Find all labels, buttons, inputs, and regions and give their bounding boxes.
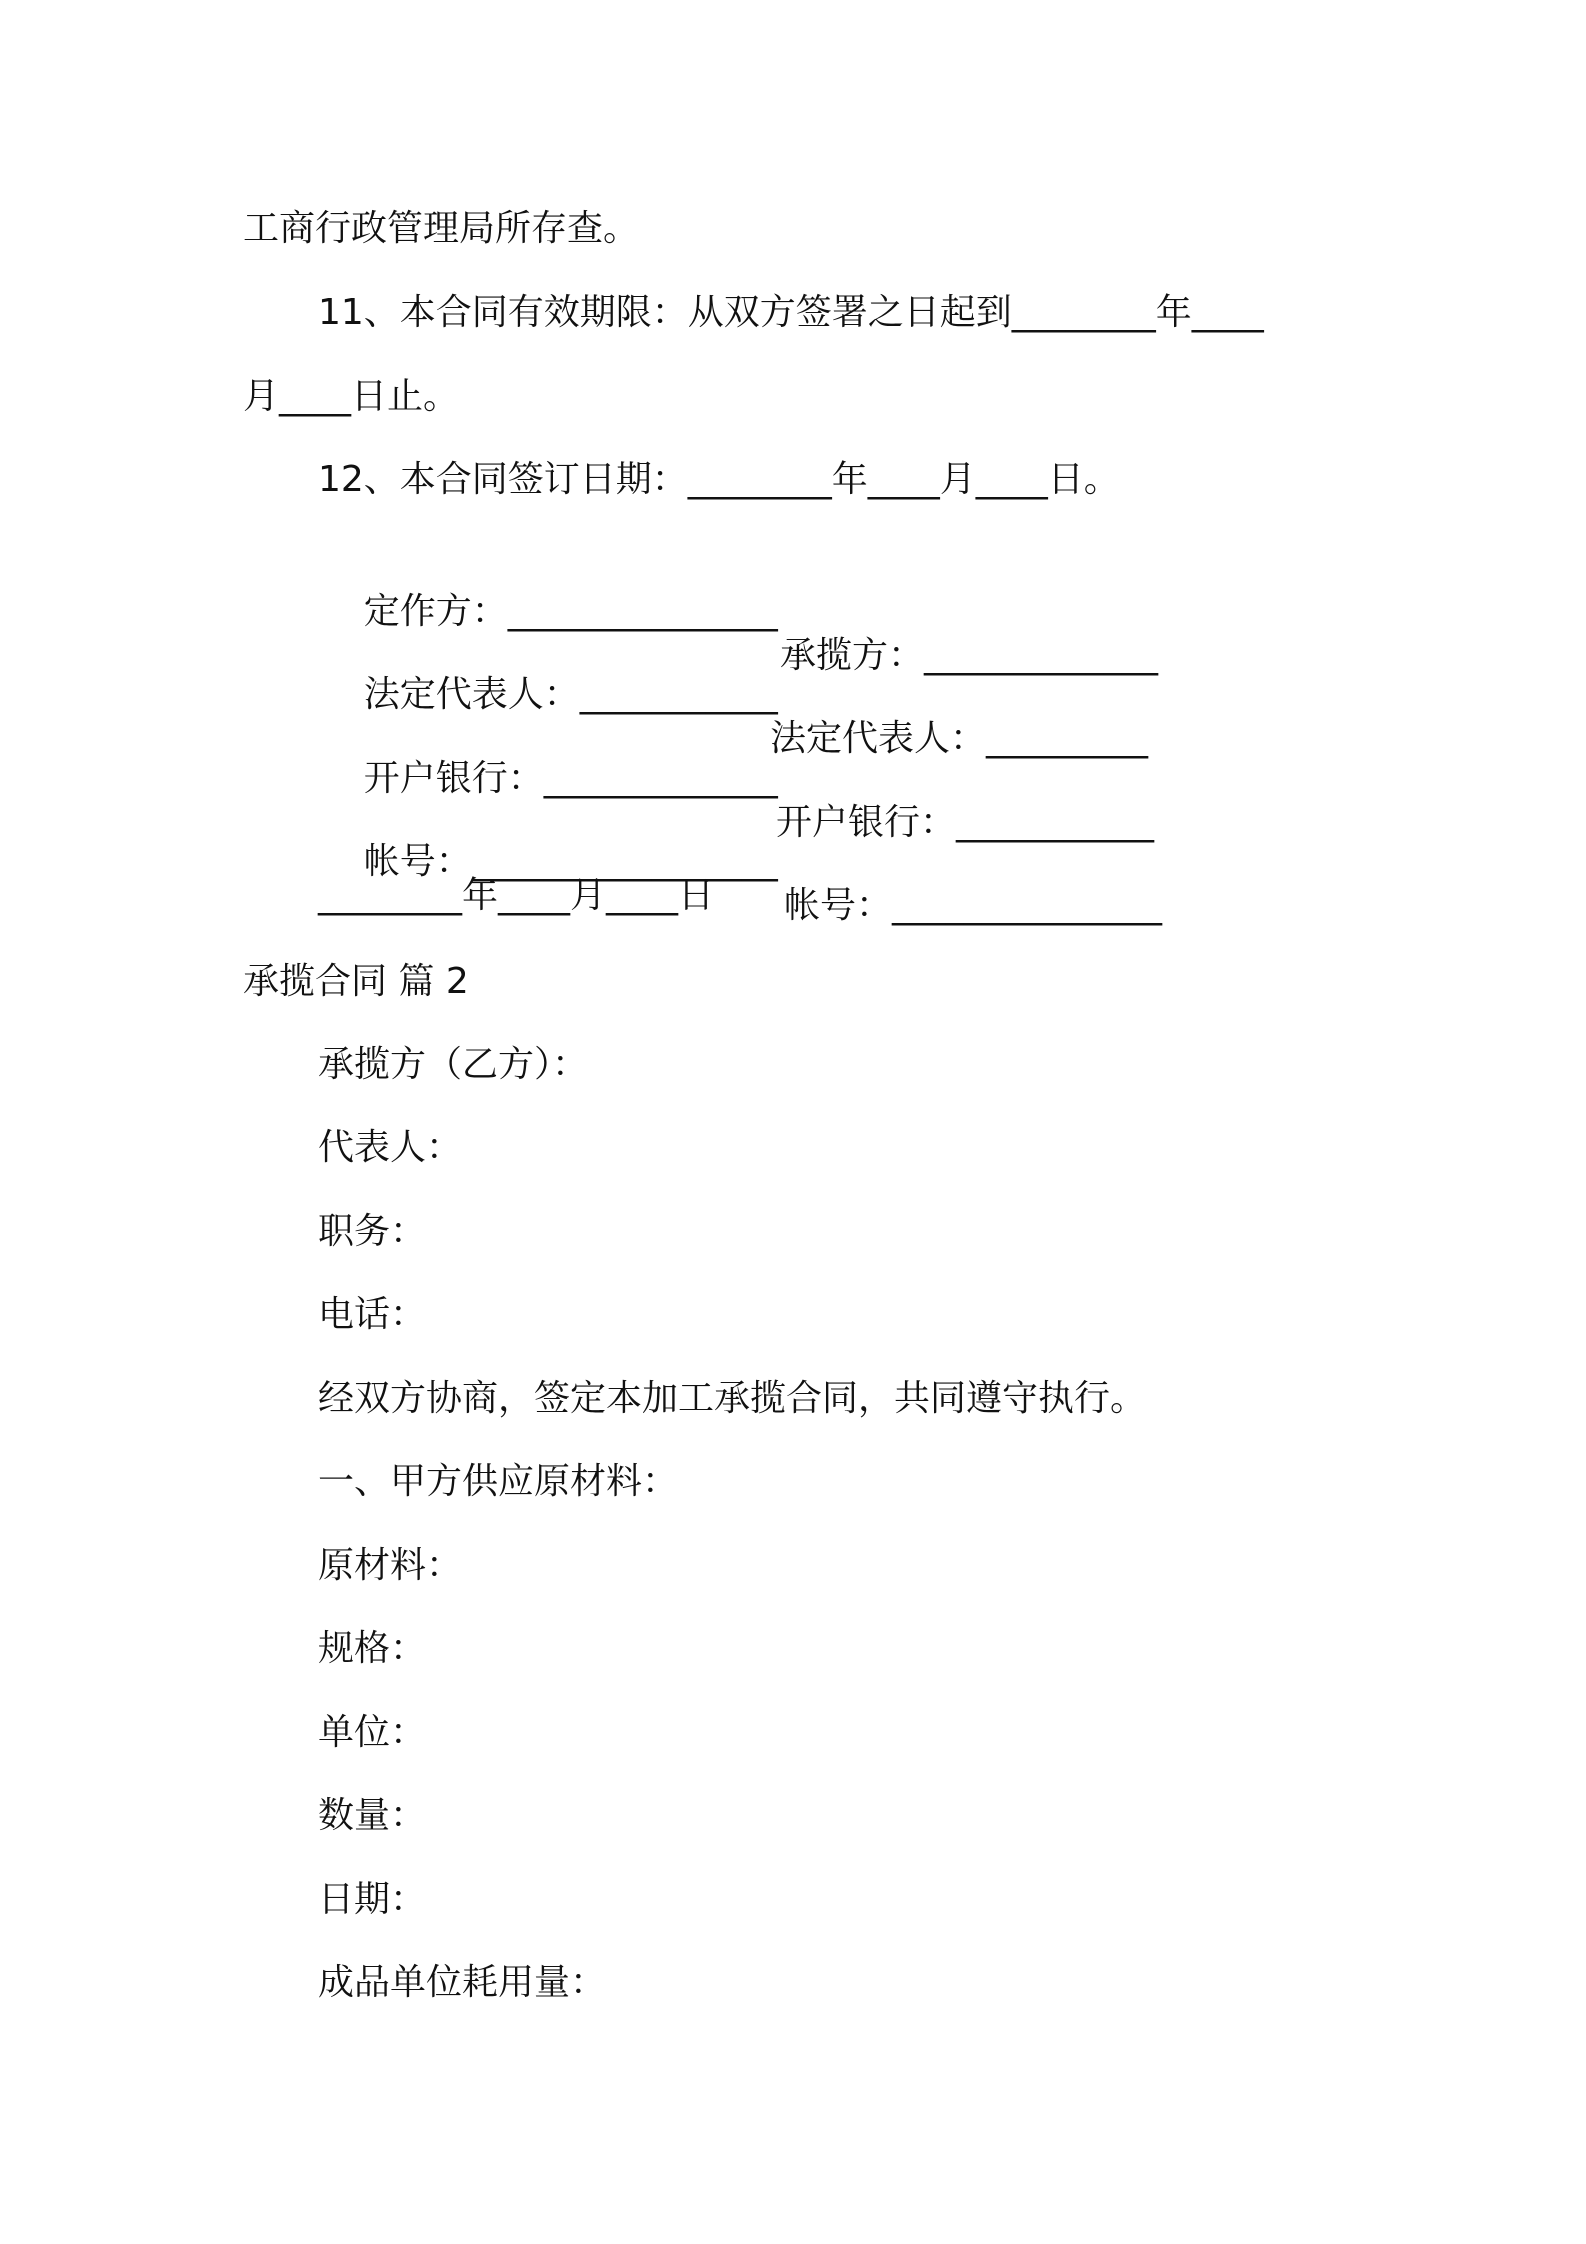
field-date: 日期： [318,1879,427,1920]
paragraph-line: 工商行政管理局所存查。 [243,208,640,249]
field-unit-consumption: 成品单位耗用量： [318,1962,607,2003]
field-raw-material: 原材料： [318,1545,463,1586]
section-raw-materials-heading: 一、甲方供应原材料： [318,1461,679,1502]
contractor-representative-label: 法定代表人：_________ [770,718,1149,759]
field-representative: 代表人： [318,1127,463,1168]
contractor-account-label: 帐号：_______________ [784,885,1163,926]
orderer-account-label: 帐号：_________________ [363,841,778,882]
field-phone: 电话： [318,1294,427,1335]
clause-11-continued: 月____日止。 [243,376,460,417]
contractor-bank-label: 开户银行：___________ [776,802,1155,843]
section-title: 承揽合同 篇 2 [243,961,469,1002]
agreement-statement: 经双方协商，签定本加工承揽合同，共同遵守执行。 [318,1378,1147,1419]
field-quantity: 数量： [318,1795,427,1836]
field-unit: 单位： [318,1712,427,1753]
field-position: 职务： [318,1211,427,1252]
contractor-label: 承揽方：_____________ [780,635,1159,676]
orderer-label: 定作方：_______________ [363,591,778,632]
orderer-representative-label: 法定代表人：___________ [363,674,778,715]
field-specification: 规格： [318,1628,427,1669]
clause-11: 11、本合同有效期限：从双方签署之日起到________年____ [318,292,1264,333]
orderer-bank-label: 开户银行：_____________ [363,758,778,799]
clause-12: 12、本合同签订日期：________年____月____日。 [318,459,1120,500]
field-contractor-party: 承揽方（乙方）： [318,1044,589,1085]
signature-date: ________年____月____日 [318,875,714,916]
